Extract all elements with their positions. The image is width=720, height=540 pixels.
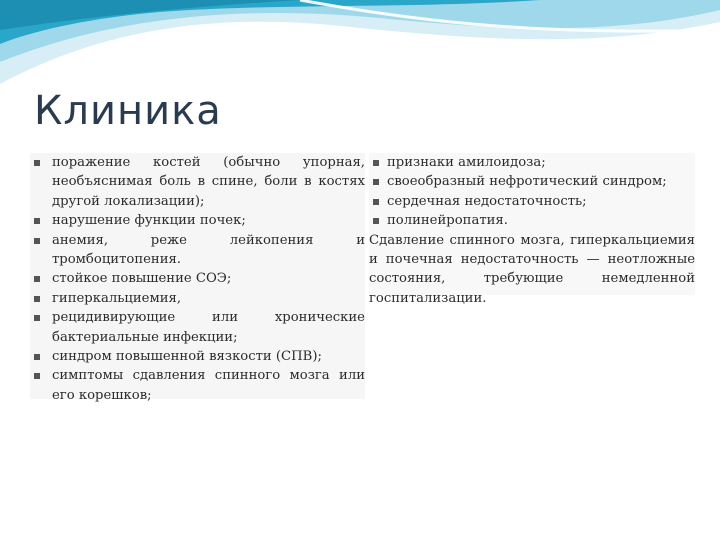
list-item-text: гиперкальциемия, [52, 290, 182, 306]
list-item [30, 347, 365, 366]
list-item [30, 231, 365, 270]
symptom-list-left [30, 153, 365, 403]
list-item-text: анемия, реже лейкопения и тромбоцитопения. [52, 232, 365, 268]
square-bullet-icon [34, 160, 40, 166]
list-item-text: поражение костей (обычно упорная, необъяснимая боль в спине, боли в костях другой локализации); [52, 155, 365, 209]
list-item-text: сердечная недостаточность; [387, 193, 587, 209]
square-bullet-icon [373, 160, 379, 166]
square-bullet-icon [34, 218, 40, 224]
list-item [30, 308, 365, 347]
list-item [369, 211, 695, 230]
list-item-text: рецидивирующие или хронические бактериальные инфекции; [52, 310, 365, 345]
list-item [30, 211, 365, 230]
list-item [369, 192, 695, 211]
list-item [30, 269, 365, 288]
list-item [369, 172, 695, 191]
square-bullet-icon [34, 354, 40, 360]
list-item [30, 153, 365, 211]
emergency-note: Сдавление спинного мозга, гиперкальциемия и почечная недостаточность — неотложные состояния, требующие немедленной госпитализации. [369, 232, 695, 306]
square-bullet-icon [373, 218, 379, 224]
square-bullet-icon [34, 238, 40, 244]
list-item-text: стойкое повышение СОЭ; [52, 271, 232, 287]
square-bullet-icon [34, 276, 40, 282]
square-bullet-icon [373, 199, 379, 205]
square-bullet-icon [34, 315, 40, 321]
scanned-text-image [30, 153, 695, 403]
symptom-list-right [369, 153, 695, 306]
list-item [30, 289, 365, 308]
square-bullet-icon [373, 179, 379, 185]
list-item-text: нарушение функции почек; [52, 213, 246, 229]
header-wave-decoration [0, 0, 720, 90]
list-item [369, 153, 695, 172]
list-item [30, 366, 365, 405]
list-item-text: признаки амилоидоза; [387, 155, 546, 170]
list-item-text: симптомы сдавления спинного мозга или его корешков; [52, 368, 365, 403]
square-bullet-icon [34, 296, 40, 302]
list-item-text: своеобразный нефротический синдром; [387, 174, 667, 190]
list-item-text: полинейропатия. [387, 213, 508, 229]
square-bullet-icon [34, 373, 40, 379]
list-item-text: синдром повышенной вязкости (СПВ); [52, 349, 322, 365]
slide-title: Клиника [34, 88, 222, 134]
